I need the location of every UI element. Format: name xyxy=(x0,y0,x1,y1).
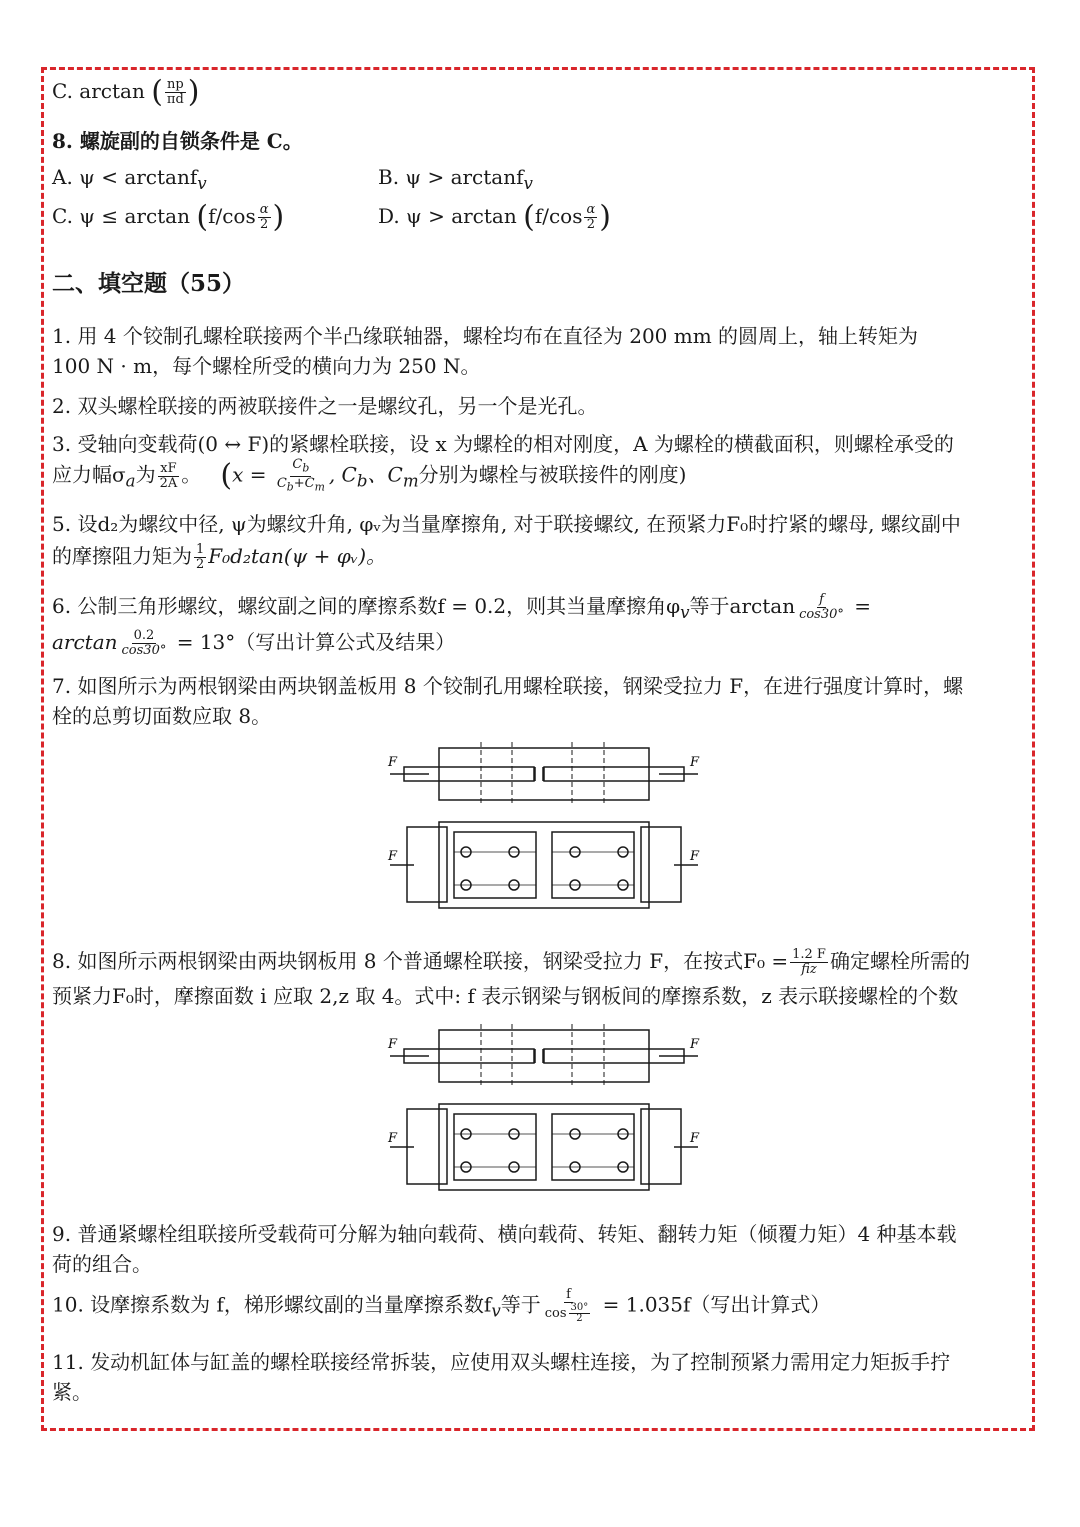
fill-q11-line1: 11. 发动机缸体与缸盖的螺栓联接经常拆装，应使用双头螺柱连接，为了控制预紧力需用定力矩扳手拧 xyxy=(52,1350,951,1374)
fill-q7-line2: 栓的总剪切面数应取 8。 xyxy=(52,704,272,728)
fill-q5-line2: 的摩擦阻力矩为 $\frac{1}{2}$ F₀d₂tan(ψ + φᵥ)。 xyxy=(52,542,387,572)
fill-q8-line1: 8. 如图所示两根钢梁由两块钢板用 8 个普通螺栓联接，钢梁受拉力 F，在按式F₀ = $\frac{1.2 F}{\text{fiz}}$ 确定螺栓所需的 xyxy=(52,947,970,977)
figure-bolt-joint-1 xyxy=(384,740,704,925)
fill-q10: 10. 设摩擦系数为 f，梯形螺纹副的当量摩擦系数$f_v$等于 f cos $\frac{30^\circ}{2}$ = 1.035f（写出计算式） xyxy=(52,1287,831,1324)
fill-q9-line2: 荷的组合。 xyxy=(52,1252,152,1276)
fill-q1-line2: 100 N · m，每个螺栓所受的横向力为 250 N。 xyxy=(52,354,481,378)
q8-option-b: B. ψ > arctanf$_v$ xyxy=(378,165,533,193)
svg-text:F: F xyxy=(388,1131,398,1146)
fill-q8-line2: 预紧力F₀时，摩擦面数 i 应取 2,z 取 4。式中: f 表示钢梁与钢板间的摩擦系数，z 表示联接螺栓的个数 xyxy=(52,984,959,1008)
fill-q11-line2: 紧。 xyxy=(52,1380,92,1404)
q7-option-c: C. arctan ( $\frac{np}{\pi d}$ ) xyxy=(52,74,200,110)
q8-title: 8. 螺旋副的自锁条件是 C。 xyxy=(52,129,303,153)
svg-text:F: F xyxy=(690,1131,700,1146)
svg-text:F: F xyxy=(388,1037,398,1052)
fill-q1-line1: 1. 用 4 个铰制孔螺栓联接两个半凸缘联轴器，螺栓均布在直径为 200 mm 的圆周上，轴上转矩为 xyxy=(52,324,919,348)
fill-q3-line2: 应力幅$\sigma_a$为 $\frac{xF}{2A}$ 。 (x = $\frac{C_b}{C_b+C_m}$ , $C_b$、$C_m$分别为螺栓与被联接件的刚度) xyxy=(52,457,687,494)
fill-q9-line1: 9. 普通紧螺栓组联接所受载荷可分解为轴向载荷、横向载荷、转矩、翻转力矩（倾覆力矩）4 种基本载 xyxy=(52,1222,957,1246)
fill-q5-line1: 5. 设d₂为螺纹中径, ψ为螺纹升角, φᵥ为当量摩擦角, 对于联接螺纹, 在预紧力F₀时拧紧的螺母, 螺纹副中 xyxy=(52,512,961,536)
svg-text:F: F xyxy=(690,1037,700,1052)
q8-option-a: A. ψ < arctanf$_v$ xyxy=(52,165,207,193)
q8-option-c: C. ψ ≤ arctan (f/cos $\frac{\alpha}{2}$ ) xyxy=(52,199,285,235)
svg-text:F: F xyxy=(388,849,398,864)
fill-q3-line1: 3. 受轴向变载荷(0 ↔ F)的紧螺栓联接，设 x 为螺栓的相对刚度，A 为螺栓的横截面积，则螺栓承受的 xyxy=(52,432,954,456)
fill-q6-line1: 6. 公制三角形螺纹，螺纹副之间的摩擦系数f = 0.2，则其当量摩擦角$\varphi_v$等于arctan $\frac{f}{\cos 30^\circ}$ = xyxy=(52,592,872,622)
q8-option-d: D. ψ > arctan (f/cos $\frac{\alpha}{2}$ ) xyxy=(378,199,611,235)
svg-text:F: F xyxy=(388,755,398,770)
svg-text:F: F xyxy=(690,849,700,864)
fill-q7-line1: 7. 如图所示为两根钢梁由两块钢盖板用 8 个铰制孔用螺栓联接，钢梁受拉力 F，在进行强度计算时，螺 xyxy=(52,674,964,698)
figure-bolt-joint-2 xyxy=(384,1022,704,1207)
fill-q2: 2. 双头螺栓联接的两被联接件之一是螺纹孔，另一个是光孔。 xyxy=(52,394,598,418)
section-title: 二、填空题（55） xyxy=(52,270,246,297)
fill-q6-line2: arctan $\frac{0.2}{\cos 30^\circ}$ = 13°（写出计算公式及结果） xyxy=(52,628,456,658)
svg-text:F: F xyxy=(690,755,700,770)
